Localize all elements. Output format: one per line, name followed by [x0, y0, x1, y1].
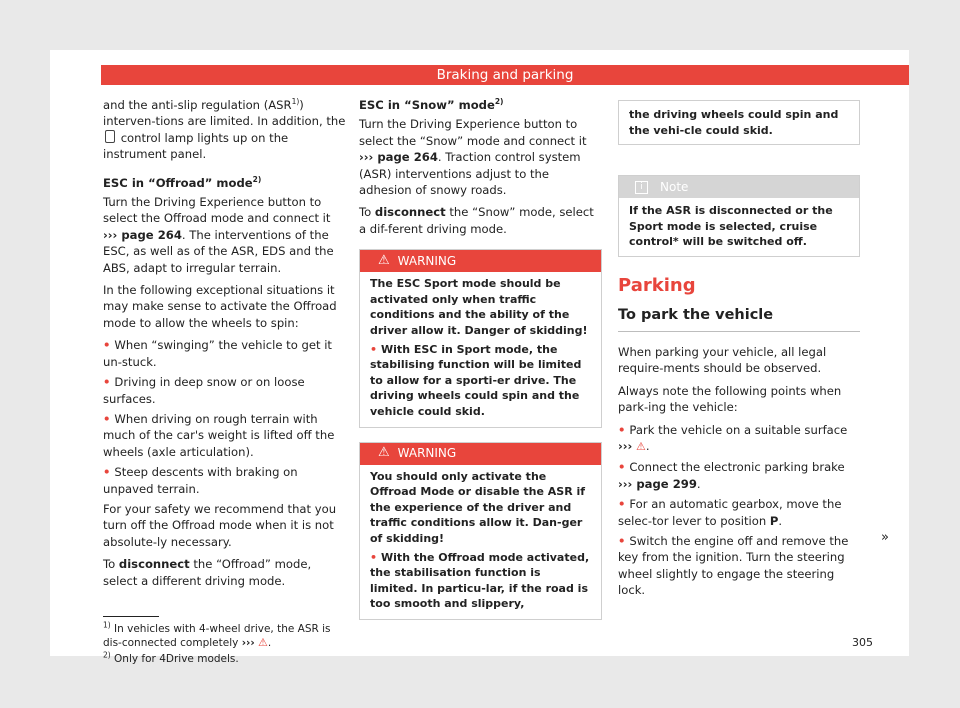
- text: . The interventions of the ESC, as well as of the ASR, EDS and the ABS, adapt to irregular terrain.: [103, 227, 334, 275]
- warning-box-1: [359, 249, 602, 427]
- warning-header: [360, 250, 601, 272]
- bullet-icon: •: [103, 465, 111, 480]
- bullet-icon: •: [103, 375, 111, 390]
- note-header: [619, 176, 859, 198]
- bullet-icon: •: [618, 497, 626, 512]
- text: the driving wheels could spin and the vehi-cle could skid.: [629, 108, 839, 137]
- text: To: [359, 205, 372, 220]
- warning-triangle-icon: ⚠: [378, 253, 390, 269]
- paragraph: [359, 116, 602, 198]
- footnote-2: [103, 652, 347, 666]
- text: the “Snow” mode, select a dif-ferent driving mode.: [359, 205, 594, 236]
- paragraph: [103, 556, 347, 589]
- text: With ESC in Sport mode, the stabilising function will be limited to allow for a sporti-er drive. The driving wheels could spin and the vehicle could skid.: [370, 342, 582, 418]
- note-body: If the ASR is disconnected or the Sport mode is selected, cruise control* will be switched off.: [629, 204, 833, 249]
- list-item: [370, 550, 591, 612]
- text: Turn the Driving Experience button to select the “Snow” mode and connect it: [359, 117, 587, 148]
- paragraph: Always note the following points when park-ing the vehicle:: [618, 383, 842, 415]
- list-item: • For an automatic gearbox, move the selec-tor lever to position P.: [618, 497, 842, 528]
- manual-page: [50, 50, 909, 666]
- warning-text: You should only activate the Offroad Mode or disable the ASR if the experience of the driver and traffic conditions allow it. Dan-ger of skidding!: [370, 469, 586, 545]
- text: Driving in deep snow or on loose surfaces.: [103, 375, 305, 406]
- list-item: [103, 411, 347, 460]
- text: Steep descents with braking on unpaved terrain.: [103, 465, 298, 496]
- text: For an automatic gearbox, move the selec-tor lever to position: [618, 497, 842, 528]
- bullet-icon: •: [370, 342, 378, 356]
- text: Switch the engine off and remove the key from the ignition. Turn the steering wheel slightly to engage the steering lock.: [618, 534, 849, 598]
- footnote-mark[interactable]: 1): [291, 97, 300, 107]
- paragraph: [103, 97, 347, 163]
- list-item: [103, 374, 347, 407]
- note-box: [618, 175, 860, 257]
- list-item: [370, 342, 591, 420]
- bullet-icon: •: [103, 411, 111, 426]
- footnote-mark: 2): [103, 650, 111, 660]
- page-ref-link[interactable]: ››› page 299: [618, 476, 697, 491]
- bullet-icon: •: [618, 534, 626, 549]
- subsection-title: To park the vehicle: [618, 306, 774, 323]
- paragraph: [103, 194, 347, 276]
- text: When driving on rough terrain with much of the car's weight is lifted off the wheels (axle articulation).: [103, 411, 335, 459]
- text: To: [103, 557, 116, 572]
- bullet-icon: •: [370, 550, 378, 564]
- asr-lamp-icon: [105, 130, 115, 143]
- text: ) interven-tions are limited. In addition, the: [103, 98, 346, 129]
- warning-box-2: [359, 442, 602, 620]
- subsection-divider: [618, 331, 860, 332]
- text: and the anti-slip regulation (ASR: [103, 98, 292, 112]
- warning-body: [360, 272, 601, 426]
- warning-body: [360, 465, 601, 619]
- text: the “Offroad” mode, select a different driving mode.: [103, 557, 312, 588]
- text-bold: P: [769, 513, 779, 528]
- footnotes: [103, 622, 347, 669]
- text: In vehicles with 4-wheel drive, the ASR is dis-connected completely: [103, 623, 331, 650]
- warning-label: WARNING: [397, 254, 457, 269]
- footnote-mark[interactable]: 2): [252, 174, 262, 184]
- bullet-icon: •: [103, 338, 111, 353]
- list-item: [103, 464, 347, 497]
- footnote-mark: 1): [103, 620, 111, 630]
- column-3: [618, 100, 860, 603]
- list-item: [103, 337, 347, 370]
- info-icon: i: [635, 181, 648, 194]
- ref-link[interactable]: ›››: [241, 637, 255, 650]
- page-ref-link[interactable]: ››› page 264: [103, 227, 182, 242]
- header-title: Braking and parking: [436, 67, 574, 83]
- text: . Traction control system (ASR) interventions adjust to the adhesion of snowy roads.: [359, 150, 581, 198]
- footnote-1: $^{1)}$ In vehicles with 4-wheel drive, the ASR is dis-connected completely ››› ⚠.: [103, 620, 331, 650]
- heading-text: ESC in “Offroad” mode: [103, 175, 253, 190]
- footnote-mark[interactable]: 2): [494, 97, 504, 107]
- warning-label: WARNING: [397, 446, 457, 461]
- continue-mark: »: [881, 530, 889, 545]
- footnote-divider: [103, 616, 159, 617]
- heading-text: ESC in “Snow” mode: [359, 98, 495, 112]
- warning-triangle-icon: ⚠: [636, 440, 646, 453]
- list-item: • Park the vehicle on a suitable surface ››› ⚠.: [618, 422, 848, 453]
- text-bold: disconnect: [374, 205, 446, 220]
- text: When “swinging” the vehicle to get it un-stuck.: [103, 338, 332, 369]
- note-label: Note: [660, 179, 689, 194]
- paragraph: In the following exceptional situations it may make sense to activate the Offroad mode to allow the wheels to spin:: [103, 283, 337, 330]
- text: Only for 4Drive models.: [114, 653, 239, 666]
- column-1: [103, 97, 347, 595]
- snow-heading: [359, 97, 602, 113]
- warning-continuation: [618, 100, 860, 145]
- page-number: 305: [852, 636, 873, 649]
- text: Turn the Driving Experience button to select the Offroad mode and connect it: [103, 195, 331, 226]
- paragraph: For your safety we recommend that you turn off the Offroad mode when it is not absolute-ly necessary.: [103, 501, 337, 549]
- page-header: [101, 65, 909, 85]
- text: control lamp lights up on the instrument panel.: [103, 130, 289, 162]
- text: With the Offroad mode activated, the stabilisation function is limited. In particu-lar, if the road is too smooth and slippery,: [370, 550, 590, 611]
- page-ref-link[interactable]: ››› page 264: [359, 150, 438, 165]
- section-title: Parking: [618, 274, 696, 296]
- list-item: [618, 533, 860, 599]
- warning-triangle-icon: ⚠: [378, 445, 390, 461]
- text-bold: disconnect: [118, 557, 190, 572]
- paragraph: When parking your vehicle, all legal require-ments should be observed.: [618, 344, 827, 376]
- bullet-icon: •: [618, 422, 626, 437]
- paragraph: [359, 204, 602, 237]
- list-item: • Connect the electronic parking brake ››› page 299.: [618, 460, 845, 491]
- offroad-heading: [103, 175, 347, 191]
- text: Connect the electronic parking brake: [629, 460, 845, 475]
- warning-triangle-icon: ⚠: [258, 636, 268, 650]
- text: Park the vehicle on a suitable surface: [629, 422, 848, 437]
- column-2: [359, 97, 602, 634]
- bullet-icon: •: [618, 460, 626, 475]
- warning-header: [360, 443, 601, 465]
- ref-link[interactable]: ›››: [618, 439, 633, 453]
- warning-text: The ESC Sport mode should be activated only when traffic conditions and the ability of the driver allow it. Danger of skidding!: [370, 277, 588, 338]
